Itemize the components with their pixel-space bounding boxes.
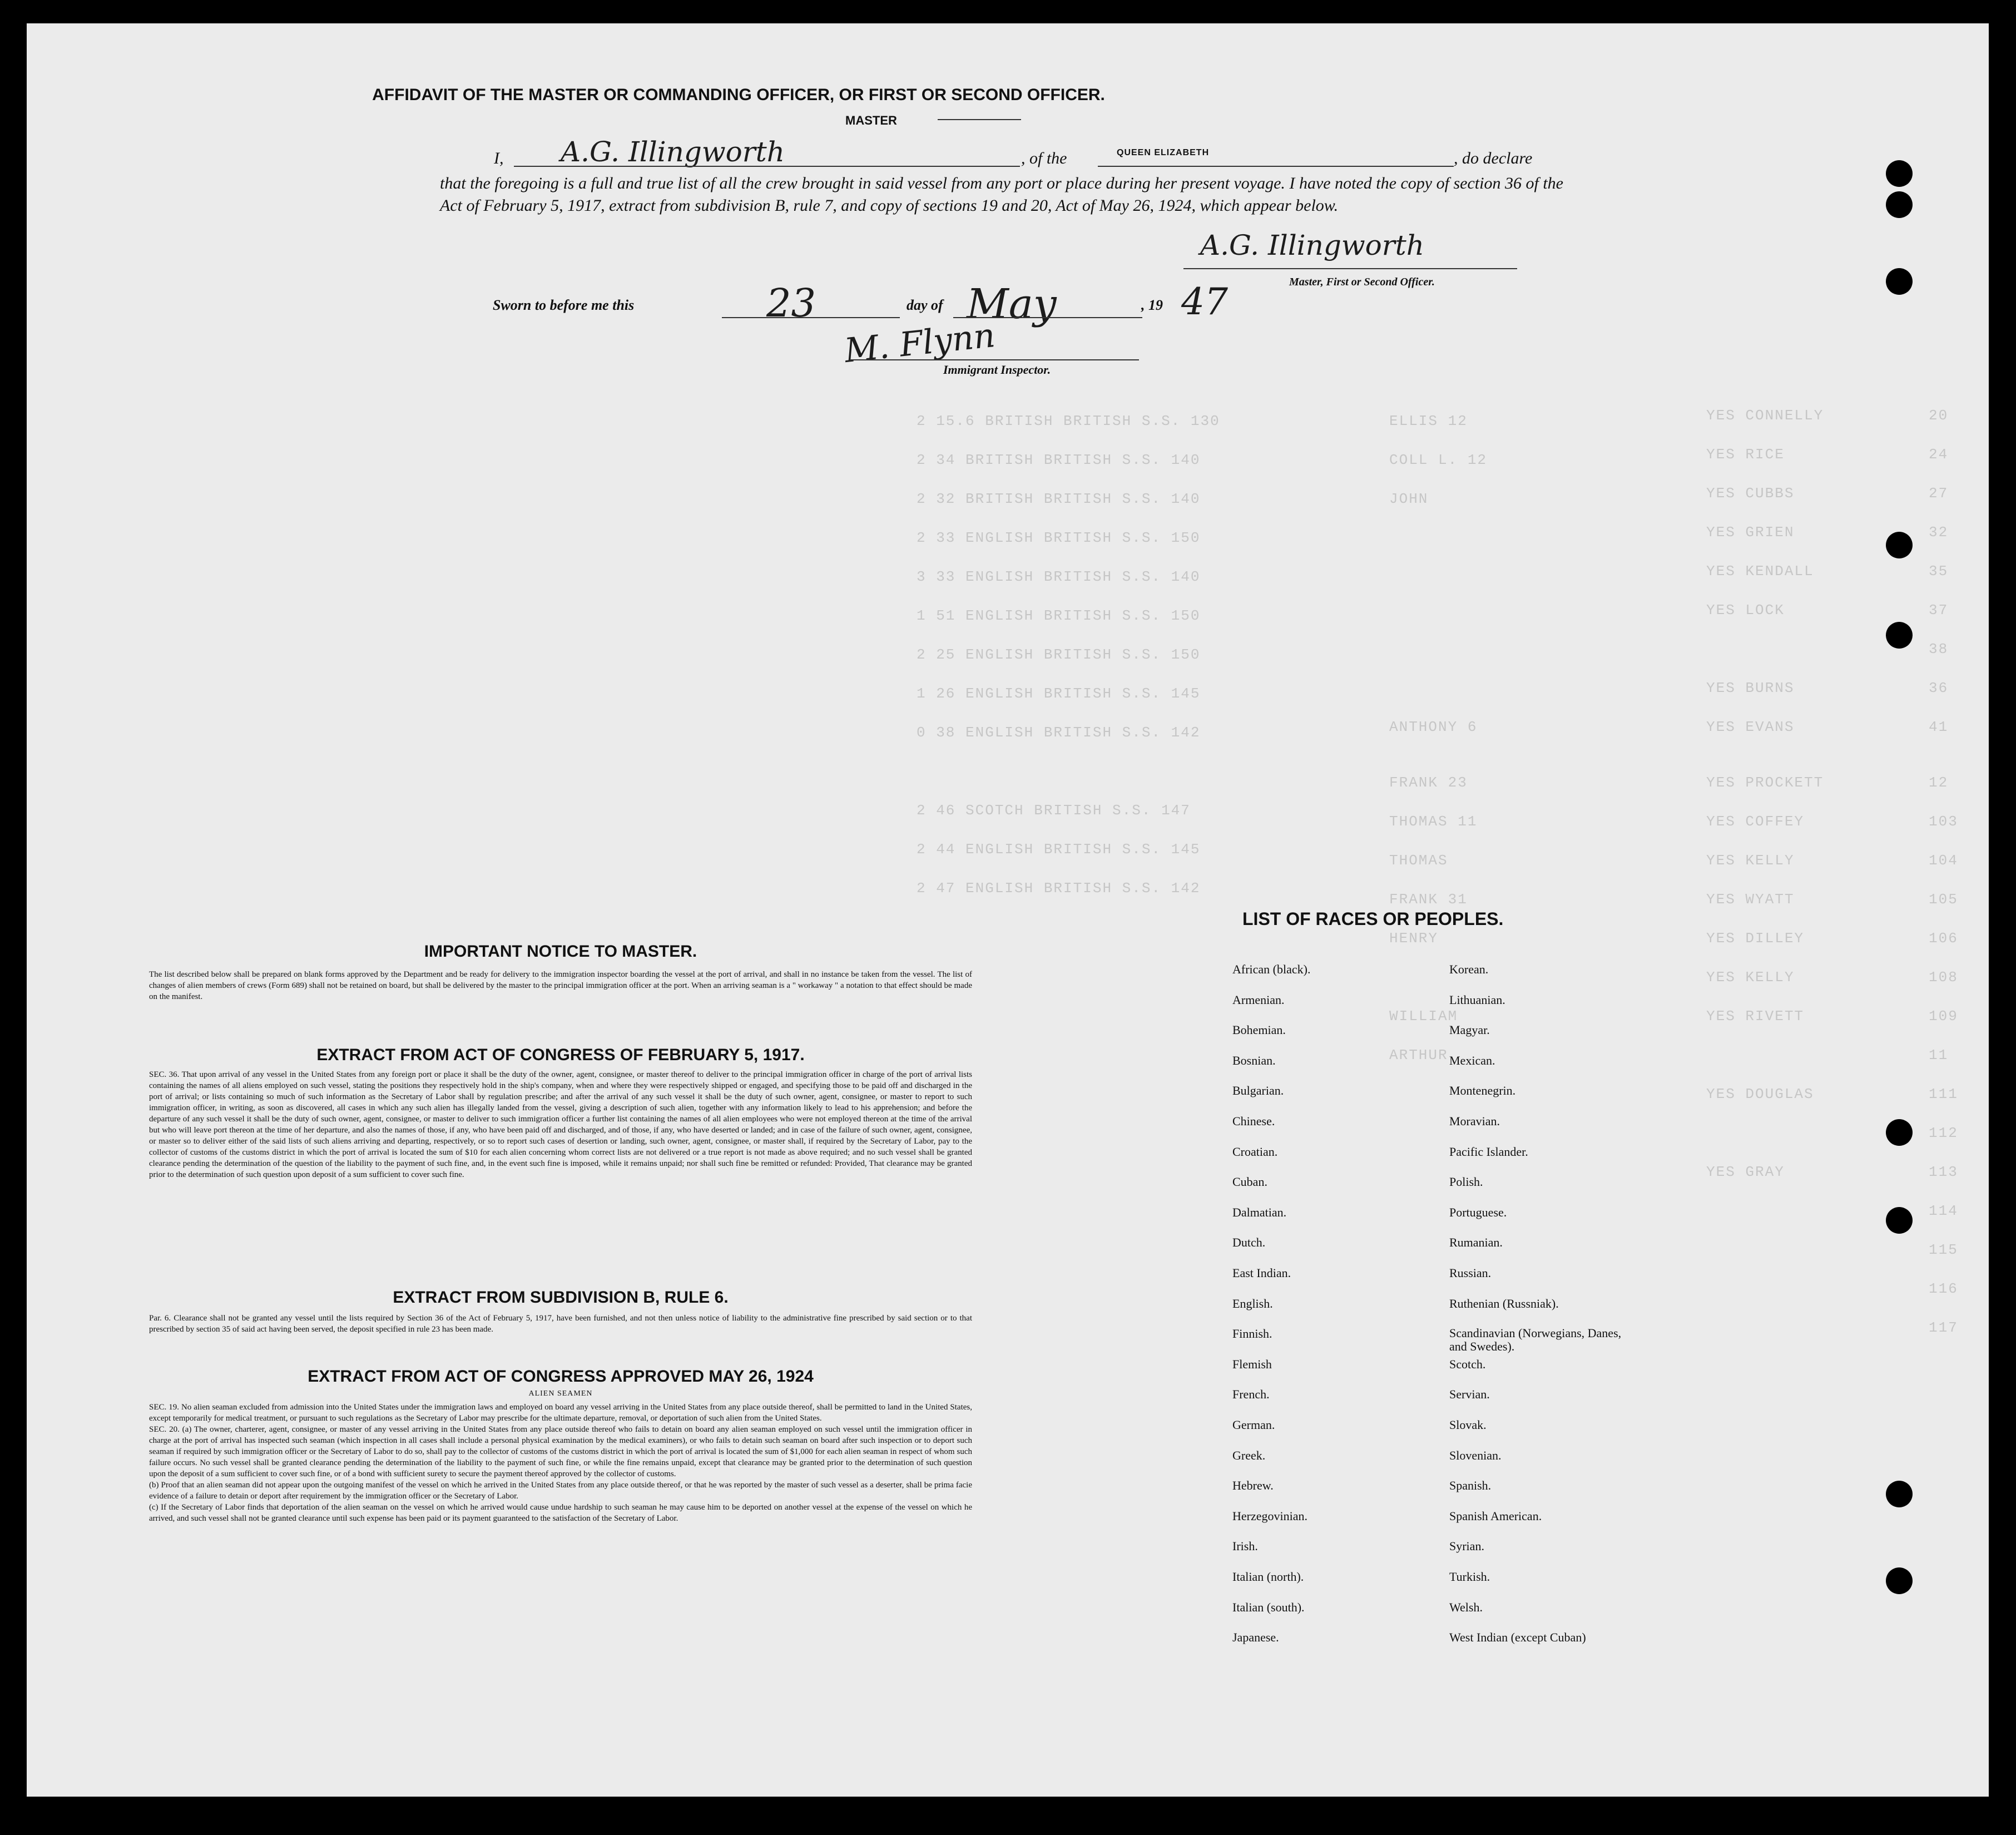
race-item: Polish. (1449, 1175, 1483, 1189)
master-signature: A.G. Illingworth (1200, 229, 1424, 261)
affidavit-title: AFFIDAVIT OF THE MASTER OR COMMANDING OFFICER, OR FIRST OR SECOND OFFICER. (372, 86, 1105, 104)
race-item: African (black). (1232, 962, 1311, 976)
race-item: Russian. (1449, 1266, 1492, 1280)
notice-heading: IMPORTANT NOTICE TO MASTER. (424, 942, 697, 961)
race-item: Scotch. (1449, 1357, 1486, 1371)
race-item: English. (1232, 1296, 1273, 1310)
race-item: Spanish. (1449, 1478, 1492, 1493)
race-item: Dalmatian. (1232, 1205, 1287, 1219)
race-item: Chinese. (1232, 1114, 1275, 1128)
declaration-text: that the foregoing is a full and true list of all the crew brought in said vessel from any port or place during her present voyage. I have noted the copy of section 36 of the Act of February 5, 1917, extract from subdivision B, rule 7, and copy of sections 19 and 20, Act of May 26, 1924, which appear below. (440, 174, 1563, 215)
race-item: Rumanian. (1449, 1235, 1503, 1250)
race-item: Spanish American. (1449, 1508, 1542, 1523)
alien-seamen-subheading: ALIEN SEAMEN (528, 1389, 593, 1398)
section-20a-text: SEC. 20. (a) The owner, charterer, agent, consignee, or master of any vessel arriving in the United States from any place outside thereof who fails to detain on board any alien seaman employed on such vessel until the immigration officer in charge at the port of arrival has inspected such seaman (which inspection in all cases shall include a personal physical examination by the medical examiners), or who fails to detain such seaman on board after such inspection or to deport such seaman if required by such immigration officer or the Secretary of Labor to do so, shall pay to the collector of customs of the customs district in which the port of arrival is located the sum of $1,000 for each alien seaman in respect of whom such failure occurs. No such vessel shall be granted clearance pending the determination of the liability to the payment of such fine, or while the fine remains unpaid, except that clearance may be granted prior to the determination of such question upon the deposit of a sum sufficient to cover such fine, or of a bond with sufficient surety to secure the payment thereof approved by the collector of customs. (149, 1425, 972, 1478)
day-rule (722, 317, 900, 318)
race-item: Scandinavian (Norwegians, Danes, and Swedes). (1449, 1326, 1622, 1354)
punch-hole (1886, 1207, 1913, 1234)
race-item: Bohemian. (1232, 1023, 1286, 1037)
race-item: German. (1232, 1418, 1275, 1432)
race-item: Armenian. (1232, 992, 1285, 1007)
race-item: Dutch. (1232, 1235, 1266, 1250)
race-item: Herzegovinian. (1232, 1508, 1307, 1523)
punch-hole (1886, 622, 1913, 649)
do-declare-label: , do declare (1454, 149, 1533, 167)
race-item: Greek. (1232, 1448, 1266, 1462)
race-item: Portuguese. (1449, 1205, 1507, 1219)
inspector-caption: Immigrant Inspector. (943, 363, 1051, 377)
punch-hole (1886, 1119, 1913, 1146)
stamp-rule (938, 119, 1021, 120)
year-suffix: 47 (1181, 280, 1228, 323)
vessel-rule (1098, 166, 1454, 167)
race-item: Pacific Islander. (1449, 1144, 1528, 1159)
race-item: Bosnian. (1232, 1053, 1276, 1067)
punch-hole (1886, 1481, 1913, 1507)
declaration-prefix: I, (494, 149, 504, 167)
race-item: Slovak. (1449, 1418, 1487, 1432)
rule6-heading: EXTRACT FROM SUBDIVISION B, RULE 6. (393, 1288, 729, 1307)
day-of-label: day of (907, 297, 943, 313)
document-page: 20 24 27 32 35 37 38 36 41 12 103 104 105 106 108 109 11 111 112 113 114 115 116 117 YES CONNELLY YES RICE YES CUBBS YES GRIEN YES KENDALL YES LOCK YES BURNS YES EVANS YES PROCKETT YES COFFEY YES KELLY YES WYATT YES DILLEY YES KELLY YES RIVETT YES DOUGLAS YES GRAY ELLIS 12 COLL L. 12 JOHN ANTHONY 6 FRANK 23 THOMAS 11 THOMAS FRANK 31 HENRY WILLIAM ARTHUR 2 15.6 BRITISH BRITISH S.S. 130 2 34 BRITISH BRITISH S.S. 140 2 32 BRITISH BRITISH S.S. 140 2 33 ENGLISH BRITISH S.S. 150 3 33 ENGLISH BRITISH S.S. 140 1 51 ENGLISH BRITISH S.S. 150 2 25 ENGLISH BRITISH S.S. 150 1 26 ENGLISH BRITISH S.S. 145 0 38 ENGLISH BRITISH S.S. 142 2 46 SCOTCH BRITISH S.S. 147 2 44 ENGLISH BRITISH S.S. 145 2 47 ENGLISH BRITISH S.S. 142 AFFIDAVIT OF THE MASTER OR COMMANDING OFFICER, OR FIRST OR SECOND OFFICER. MASTER I, A.G. Illingworth , of the QUEEN ELIZABETH , do declare that the foregoing is a full and true list of all the crew brought in said vessel from any port or place during her present voyage. I have noted the copy of section 36 of the Act of February 5, 1917, extract from subdivision B, rule 7, and copy of sections 19 and 20, Act of May 26, 1924, which appear below. A.G. Illingworth Master, First or Second Officer. Sworn to before me this 23 day of May , 19 47 M. Flynn Immigrant Inspector. IMPORTANT NOTICE TO MASTER. The list described below shall be prepared on blank forms approved by the Department and be ready for delivery to the immigration inspector boarding the vessel at the port of arrival, and shall in no instance be taken from the vessel. The list of changes of alien members of crews (Form 689) shall not be retained on board, but shall be delivered by the master to the principal immigration officer at the port. When an arriving seaman is a " workaway " a notation to that effect should be made on the manifest. EXTRACT FROM ACT OF CONGRESS OF FEBRUARY 5, 1917. SEC. 36. That upon arrival of any vessel in the United States from any foreign port or place it shall be the duty of the owner, agent, consignee, or master thereof to deliver to the principal immigration officer in charge of the port of arrival lists containing the names of all aliens employed on such vessel, stating the positions they respectively hold in the ship's company, when and where they were respectively shipped or engaged, and specifying those to be paid off and discharged in the port of arrival; or lists containing so much of such information as the Secretary of Labor shall by regulation prescribe; and after the arrival of any such vessel it shall be the duty of such owner, agent, consignee, or master to report to such immigration officer, in writing, as soon as discovered, all cases in which any such alien has illegally landed from the vessel, giving a description of such alien, together with any information likely to lead to his apprehension; and before the departure of any such vessel it shall be the duty of such owner, agent, consignee, or master to deliver to such immigration officer a further list containing the names of all alien employees who were not employed thereon at the time of the arrival but who will leave port thereon at the time of her departure, and also the names of those, if any, who have been paid off and discharged, and of those, if any, who have deserted or landed; and in case of the failure of such owner, agent, consignee, or master so to deliver either of the said lists of such aliens arriving and departing, respectively, or so to report such cases of desertion or landing, such owner, agent, consignee, or master shall, if required by the Secretary of Labor, pay to the collector of customs of the customs district in which the port of arrival is located the sum of $10 for each alien concerning whom correct lists are not delivered or a true report is not made as above required; and no such vessel shall be granted clearance pending the determination of the question of the liability to the payment of such fine, and, in the event such fine is imposed, while it remains unpaid; nor shall such fine be remitted or refunded: Provided, That clearance may be granted prior to the determination of such question upon deposit of a sum sufficient to cover such fine. EXTRACT FROM SUBDIVISION B, RULE 6. Par. 6. Clearance shall not be granted any vessel until the lists required by Section 36 of the Act of February 5, 1917, have been furnished, and not then unless notice of liability to the administrative fine prescribed by said section or to that prescribed by section 35 of said act having been served, the deposit specified in rule 23 has been made. EXTRACT FROM ACT OF CONGRESS APPROVED MAY 26, 1924 ALIEN SEAMEN SEC. 19. No alien seaman excluded from admission into the United States under the immigration laws and employed on board any vessel arriving in the United States from any place outside thereof, shall be permitted to land in the United States, except temporarily for medical treatment, or pursuant to such regulations as the Secretary of Labor may prescribe for the ultimate departure, removal, or deportation of such alien from the United States. SEC. 20. (a) The owner, charterer, agent, consignee, or master of any vessel arriving in the United States from any place outside thereof who fails to detain on board any alien seaman employed on such vessel until the immigration officer in charge at the port of arrival has inspected such seaman (which inspection in all cases shall include a personal physical examination by the medical examiners), or who fails to detain such seaman on board after such inspection or to deport such seaman if required by such immigration officer or the Secretary of Labor to do so, shall pay to the collector of customs of the customs district in which the port of arrival is located the sum of $1,000 for each alien seaman in respect of whom such failure occurs. No such vessel shall be granted clearance pending the determination of the liability to the payment of such fine, or while the fine remains unpaid, except that clearance may be granted prior to the determination of such question upon the deposit of a sum sufficient to cover such fine, or of a bond with sufficient surety to secure the payment thereof approved by the collector of customs. (b) Proof that an alien seaman did not appear upon the outgoing manifest of the vessel on which he arrived in the United States from any place outside thereof, or that he was reported by the master of such vessel as a deserter, shall be prima facie evidence of a failure to detain or deport after requirement by the immigration officer or the Secretary of Labor. (c) If the Secretary of Labor finds that deportation of the alien seaman on the vessel on which he arrived would cause undue hardship to such seaman he may cause him to be deported on another vessel at the expense of the vessel on which he arrived, and such vessel shall not be granted clearance until such expense has been paid or its payment guaranteed to the satisfaction of the Secretary of Labor. LIST OF RACES OR PEOPLES. African (black). Armenian. Bohemian. Bosnian. Bulgarian. Chinese. Croatian. Cuban. Dalmatian. Dutch. East Indian. English. Finnish. Flemish French. German. Greek. Hebrew. Herzegovinian. Irish. Italian (north). Italian (south). Japanese. Korean. Lithuanian. Magyar. Mexican. Montenegrin. Moravian. Pacific Islander. Polish. Portuguese. Rumanian. Russian. Ruthenian (Russniak). Scandinavian (Norwegians, Danes, and Swedes). Scotch. Servian. Slovak. Slovenian. Spanish. Spanish American. Syrian. Turkish. Welsh. West Indian (except Cuban) (27, 23, 1989, 1797)
race-item: Turkish. (1449, 1570, 1490, 1584)
race-item: Montenegrin. (1449, 1084, 1516, 1098)
master-signature-rule (1183, 268, 1517, 269)
race-item: Magyar. (1449, 1023, 1490, 1037)
master-role-stamp: MASTER (845, 113, 897, 127)
of-the-label: , of the (1021, 149, 1067, 167)
inspector-rule (850, 359, 1139, 360)
master-caption: Master, First or Second Officer. (1289, 276, 1435, 288)
race-item: Bulgarian. (1232, 1084, 1284, 1098)
race-item: Japanese. (1232, 1630, 1279, 1645)
race-item: Korean. (1449, 962, 1489, 976)
punch-hole (1886, 160, 1913, 187)
inspector-signature: M. Flynn (843, 315, 997, 371)
race-item: Italian (south). (1232, 1600, 1305, 1614)
punch-hole (1886, 532, 1913, 558)
declarant-rule (514, 166, 1020, 167)
section-20c-text: (c) If the Secretary of Labor finds that deportation of the alien seaman on the vessel on which he arrived would cause undue hardship to such seaman he may cause him to be deported on another vessel at the expense of the vessel on which he arrived, and such vessel shall not be granted clearance until such expense has been paid or its payment guaranteed to the satisfaction of the Secretary of Labor. (149, 1503, 972, 1523)
race-item: Hebrew. (1232, 1478, 1274, 1493)
year-prefix: , 19 (1141, 297, 1163, 313)
race-item: Lithuanian. (1449, 992, 1505, 1007)
extract-1924-body (149, 1402, 972, 1524)
race-item: Slovenian. (1449, 1448, 1502, 1462)
notice-body: The list described below shall be prepared on blank forms approved by the Department and be ready for delivery to the immigration inspector boarding the vessel at the port of arrival, and shall in no instance be taken from the vessel. The list of changes of alien members of crews (Form 689) shall not be retained on board, but shall be delivered by the master to the principal immigration officer at the port. When an arriving seaman is a " workaway " a notation to that effect should be made on the manifest. (149, 970, 972, 1001)
punch-hole (1886, 268, 1913, 295)
sworn-label: Sworn to before me this (493, 297, 635, 313)
race-item: French. (1232, 1387, 1270, 1402)
race-item: Servian. (1449, 1387, 1490, 1402)
race-item: Flemish (1232, 1357, 1272, 1371)
race-item: Welsh. (1449, 1600, 1483, 1614)
extract-1924-heading: EXTRACT FROM ACT OF CONGRESS APPROVED MAY 26, 1924 (308, 1367, 814, 1386)
punch-hole (1886, 191, 1913, 218)
punch-hole (1886, 1567, 1913, 1594)
race-item: Mexican. (1449, 1053, 1495, 1067)
race-item: East Indian. (1232, 1266, 1291, 1280)
extract-1917-heading: EXTRACT FROM ACT OF CONGRESS OF FEBRUARY 5, 1917. (316, 1046, 805, 1064)
race-item: Ruthenian (Russniak). (1449, 1296, 1559, 1310)
section-20b-text: (b) Proof that an alien seaman did not appear upon the outgoing manifest of the vessel on which he arrived in the United States from any place outside thereof, or that he was reported by the master of such vessel as a deserter, shall be prima facie evidence of a failure to detain or deport after requirement by the immigration officer or the Secretary of Labor. (149, 1481, 972, 1501)
race-item: Italian (north). (1232, 1570, 1304, 1584)
section-19-text: SEC. 19. No alien seaman excluded from admission into the United States under the immigration laws and employed on board any vessel arriving in the United States from any place outside thereof, shall be permitted to land in the United States, except temporarily for medical treatment, or pursuant to such regulations as the Secretary of Labor may prescribe for the ultimate departure, removal, or deportation of such alien from the United States. (149, 1403, 972, 1423)
rule6-body: Par. 6. Clearance shall not be granted any vessel until the lists required by Section 36 of the Act of February 5, 1917, have been furnished, and not then unless notice of liability to the administrative fine prescribed by said section or to that prescribed by section 35 of said act having been served, the deposit specified in rule 23 has been made. (149, 1314, 972, 1334)
races-heading: LIST OF RACES OR PEOPLES. (1242, 909, 1504, 929)
race-item: Moravian. (1449, 1114, 1500, 1128)
race-item: West Indian (except Cuban) (1449, 1630, 1586, 1645)
extract-1917-body: SEC. 36. That upon arrival of any vessel in the United States from any foreign port or place it shall be the duty of the owner, agent, consignee, or master thereof to deliver to the principal immigration officer in charge of the port of arrival lists containing the names of all aliens employed on such vessel, stating the positions they respectively hold in the ship's company, when and where they were respectively shipped or engaged, and specifying those to be paid off and discharged in the port of arrival; or lists containing so much of such information as the Secretary of Labor shall by regulation prescribe; and after the arrival of any such vessel it shall be the duty of such owner, agent, consignee, or master to report to such immigration officer, in writing, as soon as discovered, all cases in which any such alien has illegally landed from the vessel, giving a description of such alien, together with any information likely to lead to his apprehension; and before the departure of any such vessel it shall be the duty of such owner, agent, consignee, or master to deliver to such immigration officer a further list containing the names of all alien employees who were not employed thereon at the time of the arrival but who will leave port thereon at the time of her departure, and also the names of those, if any, who have been paid off and discharged, and of those, if any, who have deserted or landed; and in case of the failure of such owner, agent, consignee, or master so to deliver either of the said lists of such aliens arriving and departing, respectively, or so to report such cases of desertion or landing, such owner, agent, consignee, or master shall, if required by the Secretary of Labor, pay to the collector of customs of the customs district in which the port of arrival is located the sum of $10 for each alien concerning whom correct lists are not delivered or a true report is not made as above required; and no such vessel shall be granted clearance pending the determination of the question of the liability to the payment of such fine, and, in the event such fine is imposed, while it remains unpaid; nor shall such fine be remitted or refunded: Provided, That clearance may be granted prior to the determination of such question upon deposit of a sum sufficient to cover such fine. (149, 1070, 972, 1179)
race-item: Cuban. (1232, 1175, 1267, 1189)
race-item: Finnish. (1232, 1327, 1272, 1341)
day-value: 23 (766, 280, 816, 326)
declarant-signature: A.G. Illingworth (561, 136, 785, 168)
month-value: May (967, 280, 1057, 328)
race-item: Croatian. (1232, 1144, 1278, 1159)
race-item: Irish. (1232, 1539, 1258, 1554)
vessel-name: QUEEN ELIZABETH (1117, 148, 1210, 157)
race-item: Syrian. (1449, 1539, 1484, 1554)
